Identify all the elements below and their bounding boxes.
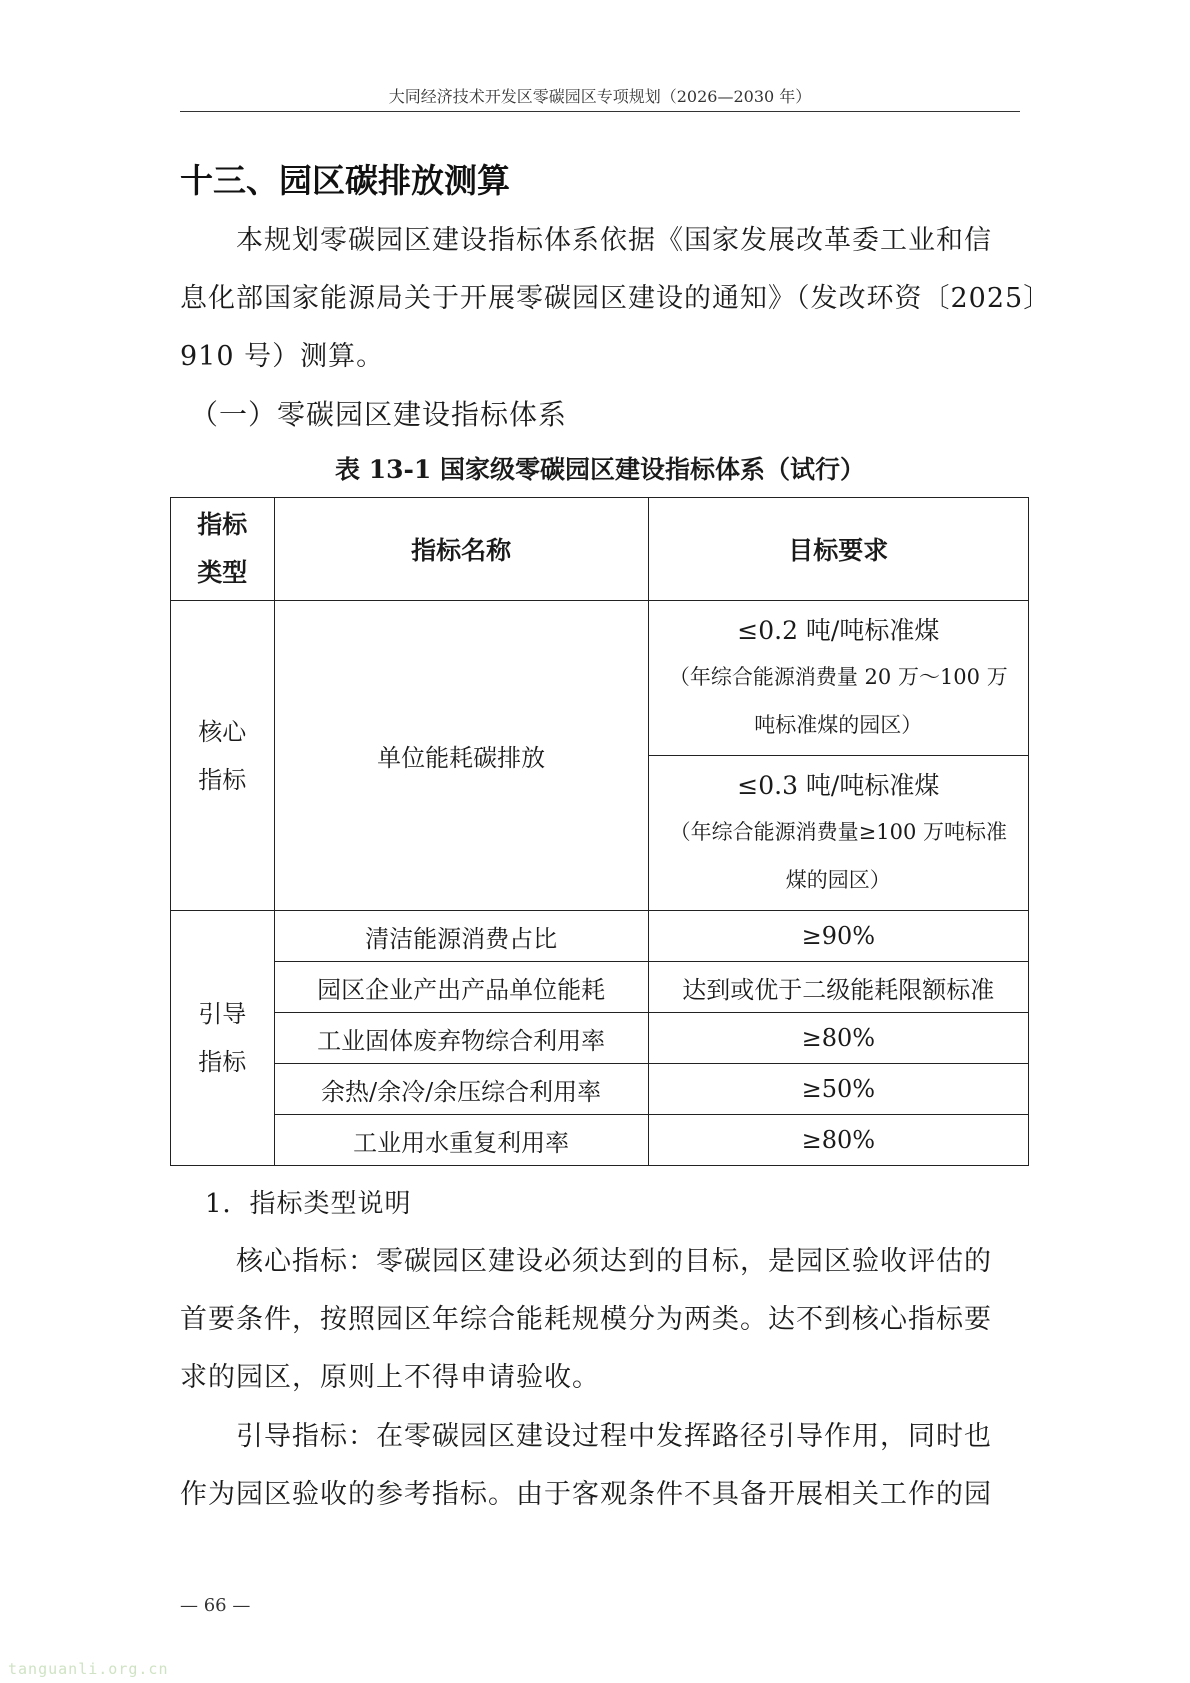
core-name-cell: 单位能耗碳排放	[274, 601, 648, 911]
page-number: — 66 —	[180, 1595, 251, 1616]
core-target-cell	[648, 601, 1028, 756]
target-value: ≤0.3 吨/吨标准煤	[737, 771, 940, 800]
table-header-row	[171, 498, 1029, 601]
table-row	[171, 962, 1029, 1013]
intro-line: 息化部国家能源局关于开展零碳园区建设的通知》（发改环资〔2025〕	[180, 283, 1052, 314]
running-header: 大同经济技术开发区零碳园区专项规划（2026—2030 年）	[388, 87, 812, 106]
guide-target-cell: 达到或优于二级能耗限额标准	[648, 962, 1028, 1013]
item-heading: 1．指标类型说明	[205, 1189, 412, 1219]
intro-paragraph	[180, 212, 1052, 386]
table-title: 表 13-1 国家级零碳园区建设指标体系（试行）	[335, 455, 865, 484]
table-row	[171, 601, 1029, 756]
guide-name-cell: 工业固体废弃物综合利用率	[274, 1013, 648, 1064]
intro-line: 910 号）测算。	[180, 341, 385, 372]
guide-name-cell: 清洁能源消费占比	[274, 911, 648, 962]
watermark: tanguanli.org.cn	[8, 1660, 169, 1678]
header-name: 指标名称	[274, 498, 648, 601]
target-note: （年综合能源消费量 20 万～100 万吨标准煤的园区）	[668, 665, 1008, 737]
header-target: 目标要求	[648, 498, 1028, 601]
description-line: 引导指标：在零碳园区建设过程中发挥路径引导作用，同时也	[236, 1421, 992, 1452]
guide-name-cell: 工业用水重复利用率	[274, 1115, 648, 1166]
guide-target-cell: ≥90%	[648, 911, 1028, 962]
description-line: 首要条件，按照园区年综合能耗规模分为两类。达不到核心指标要	[180, 1304, 992, 1335]
core-type-cell: 核心 指标	[171, 601, 275, 911]
intro-line: 本规划零碳园区建设指标体系依据《国家发展改革委工业和信	[236, 225, 992, 256]
guide-name-cell: 余热/余冷/余压综合利用率	[274, 1064, 648, 1115]
table-row	[171, 1064, 1029, 1115]
guide-target-cell: ≥80%	[648, 1013, 1028, 1064]
header-rule	[180, 111, 1020, 112]
description-line: 求的园区，原则上不得申请验收。	[180, 1362, 600, 1393]
core-description	[180, 1233, 1025, 1407]
guide-description	[180, 1408, 1025, 1524]
header-type: 指标 类型	[171, 498, 275, 601]
guide-target-cell: ≥50%	[648, 1064, 1028, 1115]
guide-type-cell: 引导 指标	[171, 911, 275, 1166]
target-note: （年综合能源消费量≥100 万吨标准煤的园区）	[669, 820, 1007, 892]
guide-name-cell: 园区企业产出产品单位能耗	[274, 962, 648, 1013]
description-line: 核心指标：零碳园区建设必须达到的目标，是园区验收评估的	[236, 1246, 992, 1277]
guide-target-cell: ≥80%	[648, 1115, 1028, 1166]
subheading: （一）零碳园区建设指标体系	[190, 398, 568, 431]
target-value: ≤0.2 吨/吨标准煤	[737, 616, 940, 645]
table-row	[171, 1013, 1029, 1064]
indicator-table	[170, 497, 1029, 1166]
core-target-cell	[648, 756, 1028, 911]
table-row	[171, 1115, 1029, 1166]
table-row	[171, 911, 1029, 962]
description-line: 作为园区验收的参考指标。由于客观条件不具备开展相关工作的园	[180, 1479, 992, 1510]
section-title: 十三、园区碳排放测算	[180, 161, 510, 200]
